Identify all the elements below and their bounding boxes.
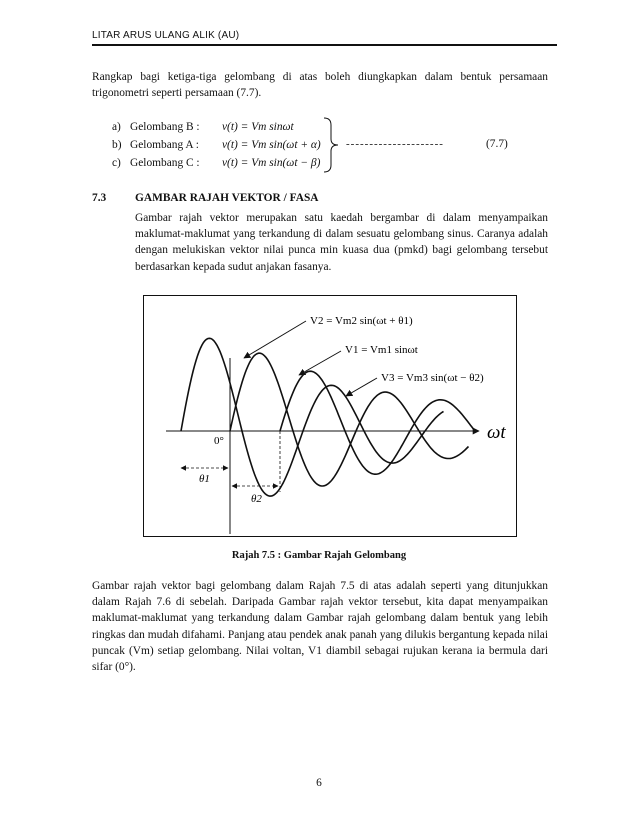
equation-formula: v(t) = Vm sin(ωt + α): [222, 139, 321, 151]
curly-brace: [322, 117, 342, 173]
waveform-v2: [181, 338, 444, 496]
section-number: 7.3: [92, 192, 107, 204]
label-v3: V3 = Vm3 sin(ωt − θ2): [381, 372, 484, 384]
origin-label: 0°: [214, 435, 224, 447]
intro-paragraph: Rangkap bagi ketiga-tiga gelombang di atas boleh diungkapkan dalam bentuk persamaan trigonometri seperti persamaan (7.7).: [92, 71, 548, 100]
equation-letter: b): [112, 139, 122, 151]
pointer-arrow-v1: [299, 351, 341, 375]
equation-formula: v(t) = Vm sinωt: [222, 121, 294, 133]
theta2-label: θ2: [251, 493, 262, 505]
equation-label: Gelombang C :: [130, 157, 200, 169]
pointer-arrow-v2: [244, 321, 306, 358]
section-paragraph: Gambar rajah vektor merupakan satu kaedah bergambar di dalam menyampaikan maklumat-maklumat yang terkandung di dalam sesuatu gelombang sinus. Caranya adalah dengan melukiskan vektor nilai punca min kuasa dua (pmkd) bagi gelombang tersebut berdasarkan kepada sudut anjakan fasanya.: [135, 212, 548, 273]
label-v2: V2 = Vm2 sin(ωt + θ1): [310, 315, 413, 327]
theta1-label: θ1: [199, 473, 210, 485]
page-number: 6: [316, 777, 322, 789]
figure-caption: Rajah 7.5 : Gambar Rajah Gelombang: [231, 550, 407, 561]
body-paragraph: Gambar rajah vektor bagi gelombang dalam Rajah 7.5 di atas adalah seperti yang ditunjukkan dalam Rajah 7.6 di sebelah. Daripada Gambar rajah vektor tersebut, kita dapat menyampaikan maklumat-maklumat yang terkandung dalam Gambar rajah gelombang dalam bentuk yang lebih ringkas dan mudah difahami. Panjang atau pendek anak panah yang dilukis bergantung kepada nilai puncak (Vm) setiap gelombang. Nilai voltan, V1 diambil sebagai rujukan kerana ia bermula dari sifar (0°).: [92, 580, 548, 674]
equation-formula: v(t) = Vm sin(ωt − β): [222, 157, 321, 169]
equation-label: Gelombang B :: [130, 121, 200, 133]
waveform-diagram: [144, 296, 516, 536]
equation-letter: c): [112, 157, 121, 169]
equation-letter: a): [112, 121, 121, 133]
axis-label-omega-t: ωt: [487, 422, 506, 443]
section-title: GAMBAR RAJAH VEKTOR / FASA: [135, 192, 319, 204]
pointer-arrow-v3: [346, 378, 377, 396]
equation-dashes: ---------------------: [346, 138, 444, 150]
waveform-figure: [143, 295, 517, 537]
label-v1: V1 = Vm1 sinωt: [345, 344, 418, 356]
equation-number: (7.7): [486, 138, 508, 150]
header-rule: [92, 44, 557, 46]
equation-label: Gelombang A :: [130, 139, 199, 151]
page-header-title: LITAR ARUS ULANG ALIK (AU): [92, 30, 240, 41]
